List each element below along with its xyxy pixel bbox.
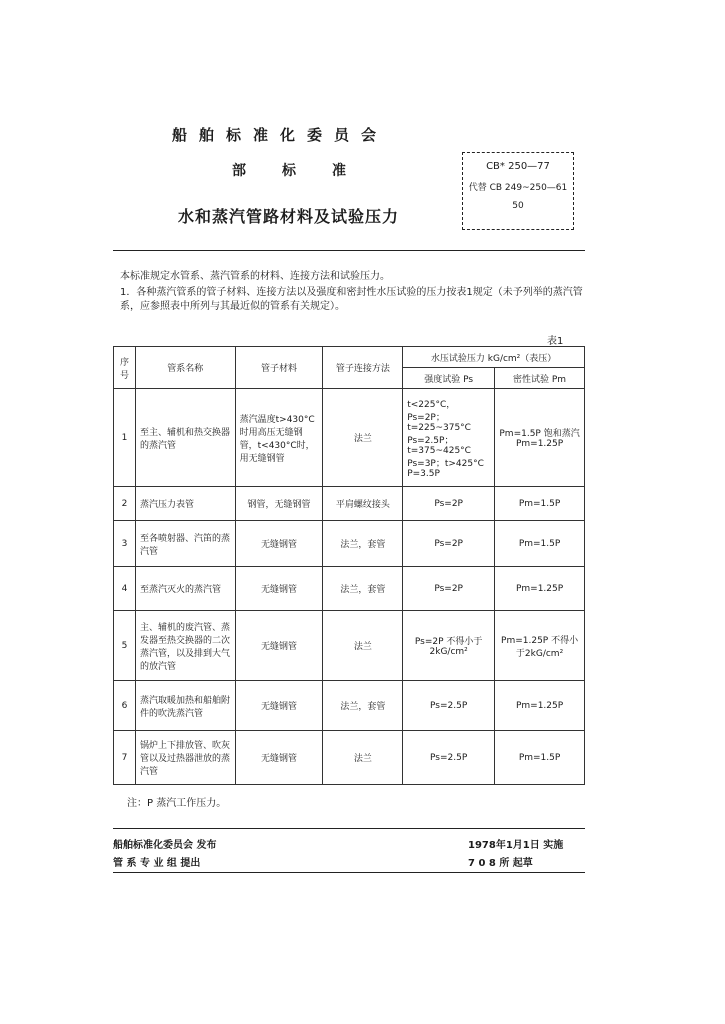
row-connection: 法兰，套管 bbox=[323, 521, 403, 567]
header-pressure-group: 水压试验压力 kG/cm²（表压） bbox=[403, 347, 585, 368]
row-strength: Ps=2P bbox=[403, 567, 495, 611]
row-name: 蒸汽取暖加热和船舶附件的吹洗蒸汽管 bbox=[135, 681, 235, 731]
row-material: 蒸汽温度t>430°C时用高压无缝钢管，t<430°C时，用无缝钢管 bbox=[235, 389, 323, 487]
row-name: 至蒸汽灭火的蒸汽管 bbox=[135, 567, 235, 611]
effective-date-line: 1978年1月1日 实施 bbox=[468, 840, 564, 851]
header-connection: 管子连接方法 bbox=[323, 347, 403, 389]
row-material: 无缝钢管 bbox=[235, 567, 323, 611]
committee-heading: 船舶标准化委员会 bbox=[171, 126, 388, 144]
table-row bbox=[114, 487, 585, 521]
issuer-line: 船舶标准化委员会 发布 bbox=[113, 840, 217, 851]
row-no: 6 bbox=[114, 681, 136, 731]
row-name: 至各喷射器、汽笛的蒸汽管 bbox=[135, 521, 235, 567]
row-connection: 法兰，套管 bbox=[323, 567, 403, 611]
drafter-line: 7 0 8 所 起草 bbox=[468, 858, 533, 869]
header-name: 管系名称 bbox=[135, 347, 235, 389]
level-char: 准 bbox=[332, 163, 346, 179]
table-row bbox=[114, 567, 585, 611]
row-no: 1 bbox=[114, 389, 136, 487]
header-material: 管子材料 bbox=[235, 347, 323, 389]
table-row bbox=[114, 389, 585, 487]
row-no: 7 bbox=[114, 731, 136, 785]
table-row bbox=[114, 521, 585, 567]
row-strength: t<225°C，Ps=2P；t=225~375°C Ps=2.5P；t=375~425°C Ps=3P；t>425°C P=3.5P bbox=[403, 389, 495, 487]
row-seal: Pm=1.25P bbox=[495, 681, 585, 731]
level-char: 部 bbox=[232, 163, 246, 179]
row-no: 2 bbox=[114, 487, 136, 521]
table-row bbox=[114, 611, 585, 681]
row-connection: 法兰 bbox=[323, 611, 403, 681]
footer-bottom-divider bbox=[113, 872, 585, 873]
table-row bbox=[114, 731, 585, 785]
row-strength: Ps=2.5P bbox=[403, 731, 495, 785]
row-strength: Ps=2.5P bbox=[403, 681, 495, 731]
row-seal: Pm=1.25P bbox=[495, 567, 585, 611]
row-seal: Pm=1.5P 饱和蒸汽 Pm=1.25P bbox=[495, 389, 585, 487]
row-connection: 法兰 bbox=[323, 389, 403, 487]
row-connection: 法兰 bbox=[323, 731, 403, 785]
row-name: 主、辅机的废汽管、蒸发器至热交换器的二次蒸汽管，以及排到大气的放汽管 bbox=[135, 611, 235, 681]
replaces-code: 代替 CB 249~250—61 bbox=[468, 183, 568, 193]
header-no: 序号 bbox=[114, 347, 136, 389]
row-strength: Ps=2P bbox=[403, 487, 495, 521]
header-seal: 密性试验 Pm bbox=[495, 368, 585, 389]
row-no: 3 bbox=[114, 521, 136, 567]
row-seal: Pm=1.5P bbox=[495, 731, 585, 785]
row-no: 4 bbox=[114, 567, 136, 611]
row-material: 无缝钢管 bbox=[235, 521, 323, 567]
row-connection: 平肩螺纹接头 bbox=[323, 487, 403, 521]
row-seal: Pm=1.5P bbox=[495, 521, 585, 567]
header-divider bbox=[113, 250, 585, 251]
row-seal: Pm=1.25P 不得小于2kG/cm² bbox=[495, 611, 585, 681]
page-number: 50 bbox=[512, 201, 524, 211]
row-material: 钢管，无缝钢管 bbox=[235, 487, 323, 521]
row-name: 至主、辅机和热交换器的蒸汽管 bbox=[135, 389, 235, 487]
document-title: 水和蒸汽管路材料及试验压力 bbox=[178, 207, 400, 226]
table-label: 表1 bbox=[547, 336, 564, 347]
std-code: CB* 250—77 bbox=[486, 161, 550, 172]
row-seal: Pm=1.5P bbox=[495, 487, 585, 521]
standard-level-heading bbox=[232, 160, 346, 180]
row-name: 蒸汽压力表管 bbox=[135, 487, 235, 521]
row-connection: 法兰，套管 bbox=[323, 681, 403, 731]
proposer-line: 管 系 专 业 组 提出 bbox=[113, 858, 201, 869]
level-char: 标 bbox=[282, 163, 296, 179]
footer-divider bbox=[113, 828, 585, 829]
header-strength: 强度试验 Ps bbox=[403, 368, 495, 389]
row-no: 5 bbox=[114, 611, 136, 681]
row-strength: Ps=2P 不得小于2kG/cm² bbox=[403, 611, 495, 681]
intro-paragraph-2: 1．各种蒸汽管系的管子材料、连接方法以及强度和密封性水压试验的压力按表1规定（未予列举的蒸汽管系，应参照表中所列与其最近似的管系有关规定）。 bbox=[120, 287, 583, 312]
row-name: 锅炉上下排放管、吹灰管以及过热器泄放的蒸汽管 bbox=[135, 731, 235, 785]
pressure-table bbox=[113, 346, 585, 785]
row-material: 无缝钢管 bbox=[235, 731, 323, 785]
table-row bbox=[114, 681, 585, 731]
row-material: 无缝钢管 bbox=[235, 681, 323, 731]
row-strength: Ps=2P bbox=[403, 521, 495, 567]
table-note: 注：P 蒸汽工作压力。 bbox=[127, 798, 227, 809]
intro-paragraph-1: 本标准规定水管系、蒸汽管系的材料、连接方法和试验压力。 bbox=[120, 271, 390, 282]
standard-number-box bbox=[462, 152, 574, 230]
row-material: 无缝钢管 bbox=[235, 611, 323, 681]
